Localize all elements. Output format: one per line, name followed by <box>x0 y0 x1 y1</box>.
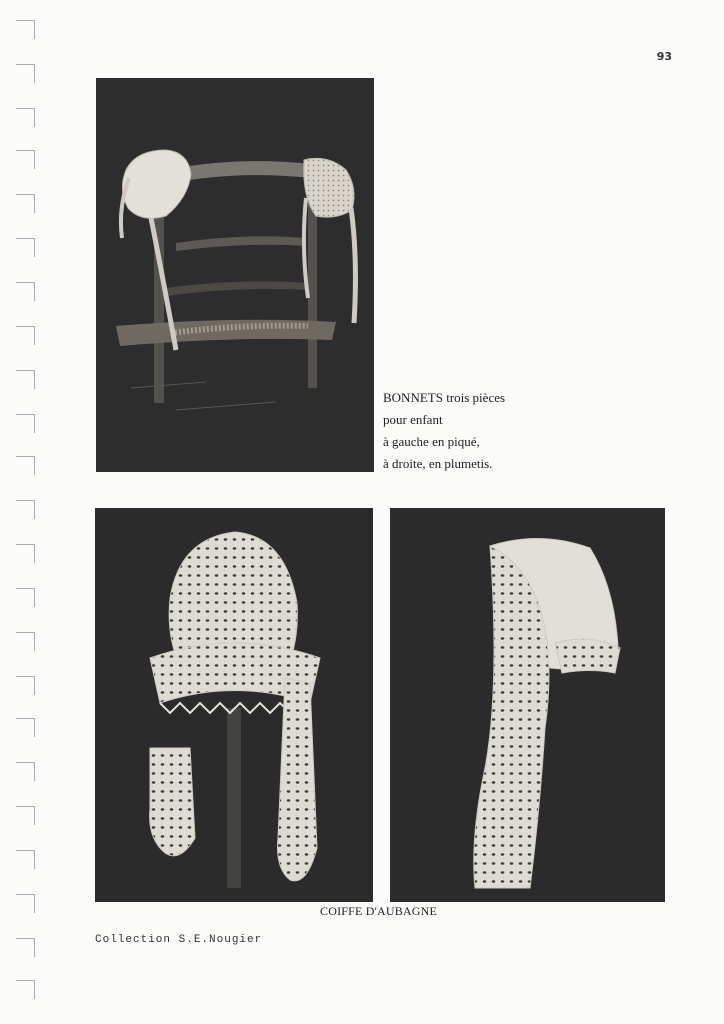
binding-hole-icon <box>16 938 35 957</box>
caption-line: BONNETS trois pièces <box>383 390 506 405</box>
binding-hole-icon <box>16 20 35 39</box>
binding-hole-icon <box>16 588 35 607</box>
binding-hole-icon <box>16 762 35 781</box>
binding-hole-icon <box>16 632 35 651</box>
caption-line: à gauche en piqué, <box>383 434 480 449</box>
binding-hole-icon <box>16 238 35 257</box>
binding-hole-icon <box>16 850 35 869</box>
binding-hole-icon <box>16 370 35 389</box>
bonnets-caption <box>383 387 505 475</box>
binding-hole-icon <box>16 544 35 563</box>
binding-hole-icon <box>16 194 35 213</box>
binding-hole-icon <box>16 500 35 519</box>
binding-hole-icon <box>16 806 35 825</box>
binding-hole-icon <box>16 108 35 127</box>
binding-hole-icon <box>16 282 35 301</box>
page-number: 93 <box>656 50 672 63</box>
coiffe-side-photo <box>390 508 665 902</box>
binding-hole-icon <box>16 980 35 999</box>
binding-hole-icon <box>16 150 35 169</box>
caption-line: à droite, en plumetis. <box>383 456 493 471</box>
caption-line: pour enfant <box>383 412 443 427</box>
binding-hole-icon <box>16 718 35 737</box>
binding-hole-icon <box>16 64 35 83</box>
bonnets-photo <box>96 78 374 472</box>
binding-hole-icon <box>16 326 35 345</box>
binding-strip <box>0 0 50 1024</box>
coiffe-caption: COIFFE D'AUBAGNE <box>320 904 438 918</box>
binding-hole-icon <box>16 456 35 475</box>
binding-hole-icon <box>16 676 35 695</box>
coiffe-front-photo <box>95 508 373 902</box>
binding-hole-icon <box>16 414 35 433</box>
binding-hole-icon <box>16 894 35 913</box>
collection-credit: Collection S.E.Nougier <box>95 934 263 946</box>
